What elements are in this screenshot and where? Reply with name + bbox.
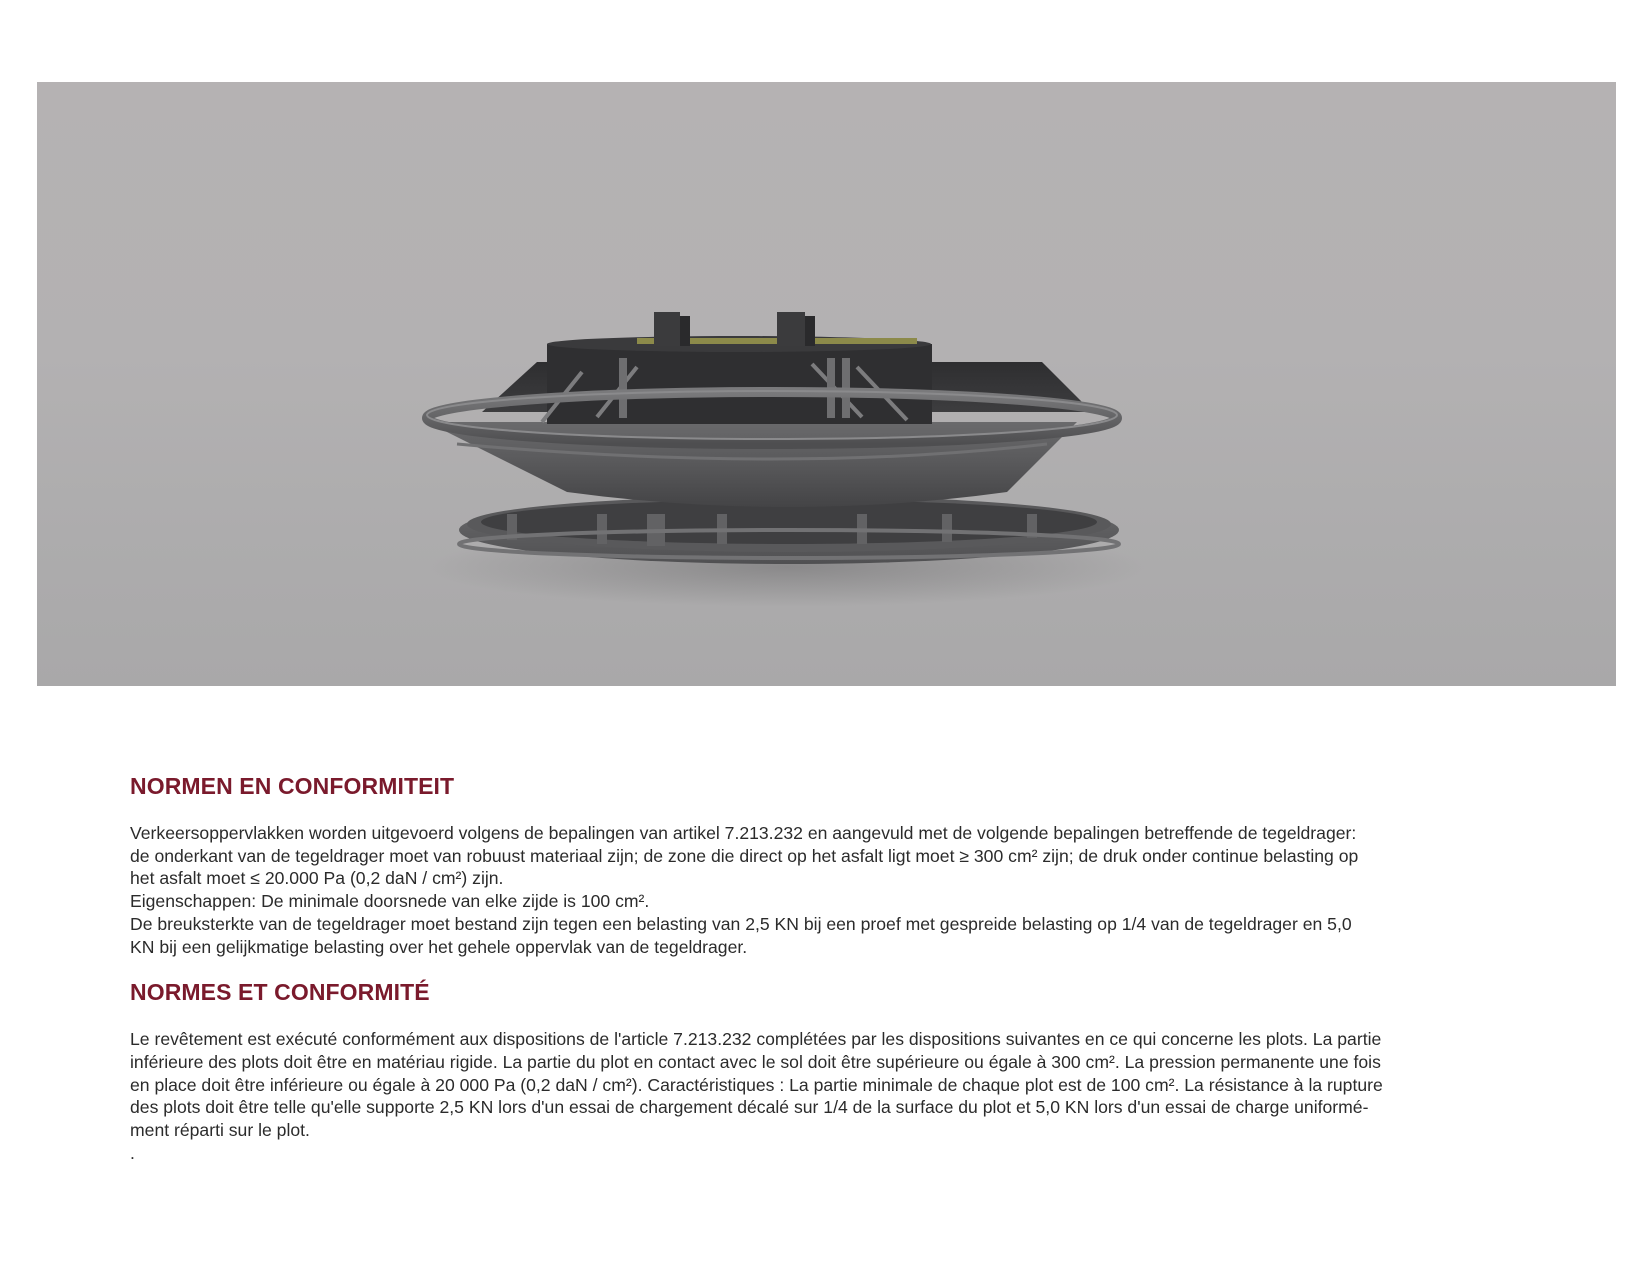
text-line: .: [130, 1142, 135, 1163]
pedestal-icon: [37, 82, 1616, 686]
text-line: KN bij een gelijkmatige belasting over het gehele oppervlak van de tegeldrager.: [130, 936, 748, 957]
text-line: Eigenschappen: De minimale doorsnede van elke zijde is 100 cm².: [130, 891, 650, 912]
text-line: het asfalt moet ≤ 20.000 Pa (0,2 daN / cm²) zijn.: [130, 868, 504, 889]
hero-image: [37, 82, 1616, 686]
text-line: Le revêtement est exécuté conformément aux dispositions de l'article 7.213.232 complétées par les dispositions suivantes en ce qui concerne les plots. La partie: [130, 1029, 1382, 1050]
text-line: des plots doit être telle qu'elle supporte 2,5 KN lors d'un essai de chargement décalé sur 1/4 de la surface du plot et 5,0 KN lors d'un essai de charge uniformé-: [130, 1097, 1369, 1118]
content-area: [130, 772, 1520, 1164]
text-line: inférieure des plots doit être en matériau rigide. La partie du plot en contact avec le sol doit être supérieure ou égale à 300 cm². La pression permanente une fois: [130, 1051, 1381, 1072]
section-title-nl: NORMEN EN CONFORMITEIT: [130, 773, 455, 799]
text-line: de onderkant van de tegeldrager moet van robuust materiaal zijn; de zone die direct op het asfalt ligt moet ≥ 300 cm² zijn; de druk onder continue belasting op: [130, 845, 1359, 866]
section-title-fr: NORMES ET CONFORMITÉ: [130, 979, 430, 1006]
text-line: De breuksterkte van de tegeldrager moet bestand zijn tegen een belasting van 2,5 KN bij een proef met gespreide belasting op 1/4 van de tegeldrager en 5,0: [130, 913, 1352, 934]
section-body-nl: [130, 822, 1520, 958]
section-body-fr: [130, 1028, 1520, 1164]
text-line: Verkeersoppervlakken worden uitgevoerd volgens de bepalingen van artikel 7.213.232 en aangevuld met de volgende bepalingen betreffende de tegeldrager:: [130, 823, 1357, 843]
text-line: ment réparti sur le plot.: [130, 1120, 310, 1141]
text-line: en place doit être inférieure ou égale à 20 000 Pa (0,2 daN / cm²). Caractéristiques : La partie minimale de chaque plot est de 100 cm². La résistance à la rupture: [130, 1074, 1383, 1095]
